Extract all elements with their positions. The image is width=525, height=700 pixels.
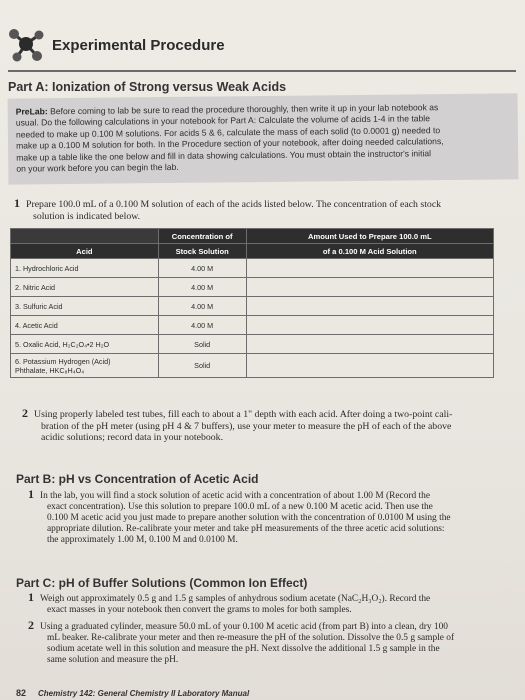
step-line: solution is indicated below. <box>33 210 141 222</box>
acid-concentration: 4.00 M <box>158 316 246 335</box>
step-line: exact masses in your notebook then convert the grams to moles for both samples. <box>47 605 352 615</box>
acid-concentration: Solid <box>158 354 246 378</box>
acid-amount <box>246 259 493 278</box>
step-number: 1 <box>28 487 34 501</box>
page-footer <box>16 688 249 698</box>
table-row <box>11 297 494 316</box>
prelab-line: on your work before you can begin the lab. <box>16 161 179 174</box>
molecule-icon <box>6 24 46 64</box>
table-row <box>11 335 494 354</box>
part-b-title: Part B: pH vs Concentration of Acetic Acid <box>16 472 259 486</box>
step-number: 1 <box>14 196 20 210</box>
part-a-step-1 <box>14 198 519 222</box>
table-header-amount-2: of a 0.100 M Acid Solution <box>246 244 493 259</box>
step-line: 0.100 M acetic acid you just made to prepare another solution with the concentration of 0.0100 M using the <box>47 513 451 523</box>
book-title: Chemistry 142: General Chemistry II Laboratory Manual <box>38 689 250 698</box>
table-header-amount: Amount Used to Prepare 100.0 mL <box>246 229 493 244</box>
acid-amount <box>246 316 493 335</box>
prelab-line: Before coming to lab be sure to read the procedure thoroughly, then write it up in your lab notebook as <box>50 102 439 117</box>
step-line: mL beaker. Re-calibrate your meter and then re-measure the pH of the solution. Dissolve the 0.5 g sample of <box>47 633 455 643</box>
part-c-title: Part C: pH of Buffer Solutions (Common Ion Effect) <box>16 576 308 590</box>
acid-concentration: Solid <box>158 335 246 354</box>
page-title: Experimental Procedure <box>52 37 225 54</box>
acid-concentration: 4.00 M <box>158 259 246 278</box>
prelab-line: make up a table like the one below and fill in data showing calculations. You must obtain the instructor's initial <box>16 147 432 163</box>
section-header <box>6 20 516 70</box>
acid-amount <box>246 297 493 316</box>
acid-name: 1. Hydrochloric Acid <box>11 259 159 278</box>
step-line: Using properly labeled test tubes, fill each to about a 1" depth with each acid. After doing a two-point cali- <box>34 409 453 420</box>
step-number: 2 <box>22 406 28 420</box>
step-line: acidic solutions; record data in your notebook. <box>41 432 224 443</box>
prelab-label: PreLab: <box>15 106 48 117</box>
header-divider <box>8 70 516 72</box>
prelab-line: make up a 0.100 M solution for both. In the Procedure section of your notebook, after doing needed calculations, <box>16 136 444 151</box>
table-row <box>11 259 494 278</box>
acid-name: 6. Potassium Hydrogen (Acid) Phthalate, HKC₈H₄O₄ <box>11 354 159 378</box>
step-line: Prepare 100.0 mL of a 0.100 M solution of each of the acids listed below. The concentration of each stock <box>26 199 442 210</box>
prelab-box <box>8 93 519 184</box>
table-row <box>11 316 494 335</box>
page-number: 82 <box>16 688 27 698</box>
acid-amount <box>246 354 493 378</box>
step-line: Weigh out approximately 0.5 g and 1.5 g samples of anhydrous sodium acetate (NaC₂H₃O₂). Record the <box>40 594 431 604</box>
prelab-line: needed to make up 0.100 M solutions. For acids 5 & 6, calculate the mass of each solid (to 0.0001 g) needed to <box>15 124 441 140</box>
table-header-concentration: Concentration of <box>158 229 246 244</box>
part-a-step-2 <box>22 408 522 444</box>
table-row <box>11 354 494 378</box>
step-line: the approximately 1.00 M, 0.100 M and 0.0100 M. <box>47 535 238 545</box>
step-line: sodium acetate well in this solution and measure the pH. Next dissolve the additional 1.5 g sample in the <box>47 644 440 654</box>
table-header-concentration-2: Stock Solution <box>158 244 246 259</box>
part-b-step-1 <box>28 489 522 546</box>
step-line: Using a graduated cylinder, measure 50.0 mL of your 0.100 M acetic acid (from part B) into a clean, dry 100 <box>40 622 448 632</box>
acid-concentration: 4.00 M <box>158 278 246 297</box>
acid-table <box>10 228 494 378</box>
part-c-step-2 <box>28 620 522 666</box>
acid-name: 4. Acetic Acid <box>11 316 159 335</box>
acid-name: 2. Nitric Acid <box>11 278 159 297</box>
acid-amount <box>246 335 493 354</box>
step-line: In the lab, you will find a stock solution of acetic acid with a concentration of about 1.00 M (Record the <box>40 491 430 501</box>
table-header-acid: Acid <box>11 244 159 259</box>
acid-amount <box>246 278 493 297</box>
step-line: bration of the pH meter (using pH 4 & 7 buffers), use your meter to measure the pH of each of the above <box>41 420 452 432</box>
acid-concentration: 4.00 M <box>158 297 246 316</box>
step-line: appropriate dilution. Re-calibrate your meter and take pH measurements of the three acetic acid solutions: <box>47 524 445 534</box>
acid-name: 5. Oxalic Acid, H₂C₂O₄•2 H₂O <box>11 335 159 354</box>
step-number: 1 <box>28 590 34 604</box>
table-header-blank <box>11 229 159 244</box>
part-a-title: Part A: Ionization of Strong versus Weak Acids <box>8 80 287 94</box>
part-c-step-1 <box>28 592 522 616</box>
prelab-line: usual. Do the following calculations in your notebook for Part A: Calculate the volume of acids 1-4 in the table <box>15 113 431 128</box>
step-number: 2 <box>28 618 34 632</box>
step-line: exact concentration). Use this solution to prepare 100.0 mL of a new 0.100 M acetic acid. Then use the <box>47 502 433 512</box>
table-row <box>11 278 494 297</box>
acid-name: 3. Sulfuric Acid <box>11 297 159 316</box>
step-line: same solution and measure the pH. <box>47 655 179 665</box>
